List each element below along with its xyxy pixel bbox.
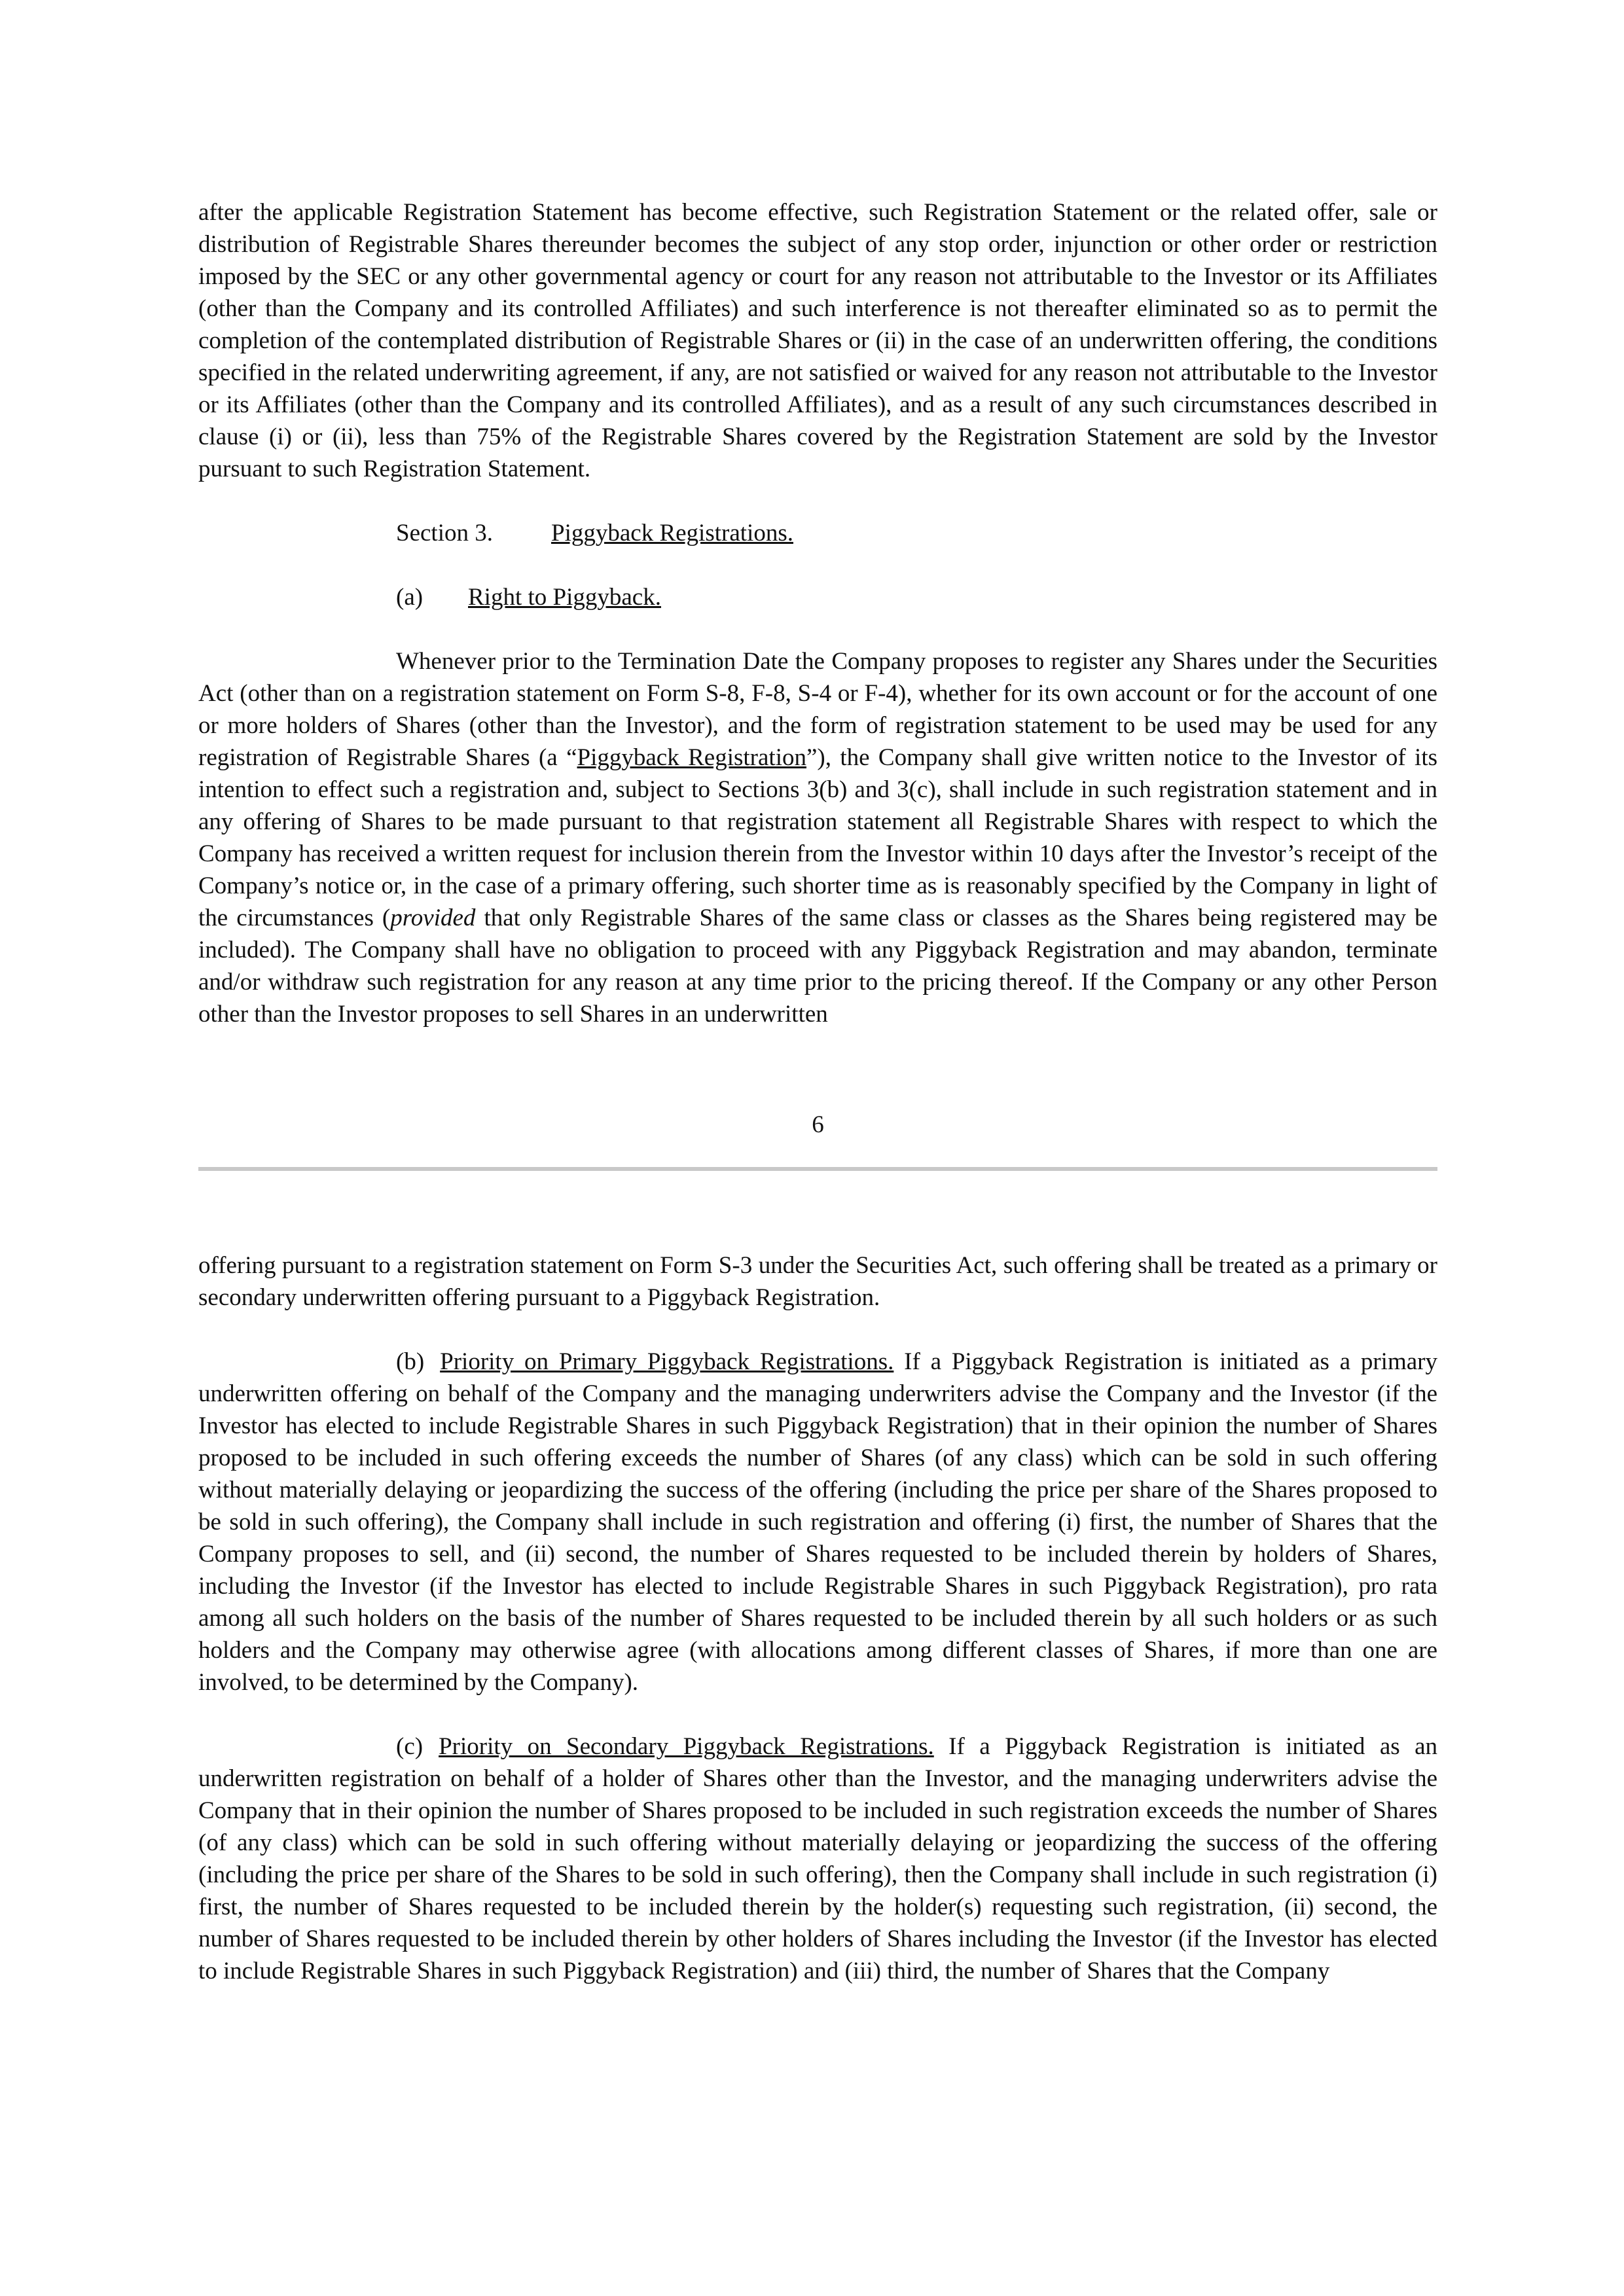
page-divider xyxy=(198,1167,1437,1171)
para-a-text-1: Whenever prior to the Termination Date the Company proposes to register any Shares under the Securities Act (other than on a registration statement on Form S-8, F-8, S-4 or F-4), whether for its own account or for the account of one or more holders of Shares (other than the Investor), and the form of registration statement to be used may be used for any registration of Registrable Shares (a “ xyxy=(198,648,1437,771)
subsection-b-label: (b) xyxy=(396,1348,425,1375)
section-number: Section 3. xyxy=(396,520,493,547)
right-to-piggyback-paragraph xyxy=(198,645,1437,1030)
subsection-c-title: Priority on Secondary Piggyback Registrations. xyxy=(439,1733,934,1760)
subsection-b-title: Priority on Primary Piggyback Registrations. xyxy=(440,1348,894,1375)
subsection-a-label: (a) xyxy=(396,584,424,611)
subsection-b-paragraph xyxy=(198,1346,1437,1698)
para-a-text-3: that only Registrable Shares of the same class or classes as the Shares being registered may be included). The Company shall have no obligation to proceed with any Piggyback Registration and may abandon, terminate and/or withdraw such registration for any reason at any time prior to the pricing thereof. If the Company or any other Person other than the Investor proposes to sell Shares in an underwritten xyxy=(198,905,1437,1028)
subsection-c-label: (c) xyxy=(396,1733,424,1760)
subsection-a-heading xyxy=(198,581,1437,613)
subsection-b-text: If a Piggyback Registration is initiated as a primary underwritten offering on behalf of the Company and the managing underwriters advise the Company and the Investor (if the Investor has elected to include Registrable Shares in such Piggyback Registration) that in their opinion the number of Shares proposed to be included in such offering exceeds the number of Shares (of any class) which can be sold in such offering without materially delaying or jeopardizing the success of the offering (including the price per share of the Shares proposed to be sold in such offering), the Company shall include in such registration and offering (i) first, the number of Shares that the Company proposes to sell, and (ii) second, the number of Shares requested to be included therein by holders of Shares, including the Investor (if the Investor has elected to include Registrable Shares in such Piggyback Registration), pro rata among all such holders on the basis of the number of Shares requested to be included therein by all such holders or as such holders and the Company may otherwise agree (with allocations among different classes of Shares, if more than one are involved, to be determined by the Company). xyxy=(198,1348,1437,1696)
section-3-heading xyxy=(198,517,1437,549)
para-a-text-2: ”), the Company shall give written notice to the Investor of its intention to effect such a registration and, subject to Sections 3(b) and 3(c), shall include in such registration statement and in any offering of Shares to be made pursuant to that registration statement all Registrable Shares with respect to which the Company has received a written request for inclusion therein from the Investor within 10 days after the Investor’s receipt of the Company’s notice or, in the case of a primary offering, such shorter time as is reasonably specified by the Company in light of the circumstances ( xyxy=(198,744,1438,931)
defined-term-piggyback-registration: Piggyback Registration xyxy=(577,744,806,771)
document-page xyxy=(198,196,1437,1987)
subsection-a-title: Right to Piggyback. xyxy=(468,584,661,611)
subsection-c-paragraph xyxy=(198,1731,1437,1987)
continuation-paragraph: offering pursuant to a registration statement on Form S-3 under the Securities Act, such offering shall be treated as a primary or secondary underwritten offering pursuant to a Piggyback Registration. xyxy=(198,1252,1437,1311)
page-number: 6 xyxy=(812,1111,824,1138)
section-title: Piggyback Registrations. xyxy=(551,520,793,547)
subsection-c-text: If a Piggyback Registration is initiated as an underwritten registration on behalf of a holder of Shares other than the Investor, and the managing underwriters advise the Company that in their opinion the number of Shares proposed to be included in such registration exceeds the number of Shares (of any class) which can be sold in such offering without materially delaying or jeopardizing the success of the offering (including the price per share of the Shares to be sold in such offering), then the Company shall include in such registration (i) first, the number of Shares requested to be included therein by the holder(s) requesting such registration, (ii) second, the number of Shares requested to be included therein by other holders of Shares including the Investor (if the Investor has elected to include Registrable Shares in such Piggyback Registration) and (iii) third, the number of Shares that the Company xyxy=(198,1733,1437,1984)
intro-paragraph: after the applicable Registration Statement has become effective, such Registration Statement or the related offer, sale or distribution of Registrable Shares thereunder becomes the subject of any stop order, injunction or other order or restriction imposed by the SEC or any other governmental agency or court for any reason not attributable to the Investor or its Affiliates (other than the Company and its controlled Affiliates) and such interference is not thereafter eliminated so as to permit the completion of the contemplated distribution of Registrable Shares or (ii) in the case of an underwritten offering, the conditions specified in the related underwriting agreement, if any, are not satisfied or waived for any reason not attributable to the Investor or its Affiliates (other than the Company and its controlled Affiliates), and as a result of any such circumstances described in clause (i) or (ii), less than 75% of the Registrable Shares covered by the Registration Statement are sold by the Investor pursuant to such Registration Statement. xyxy=(198,199,1437,482)
para-a-italic-provided: provided xyxy=(390,905,476,931)
